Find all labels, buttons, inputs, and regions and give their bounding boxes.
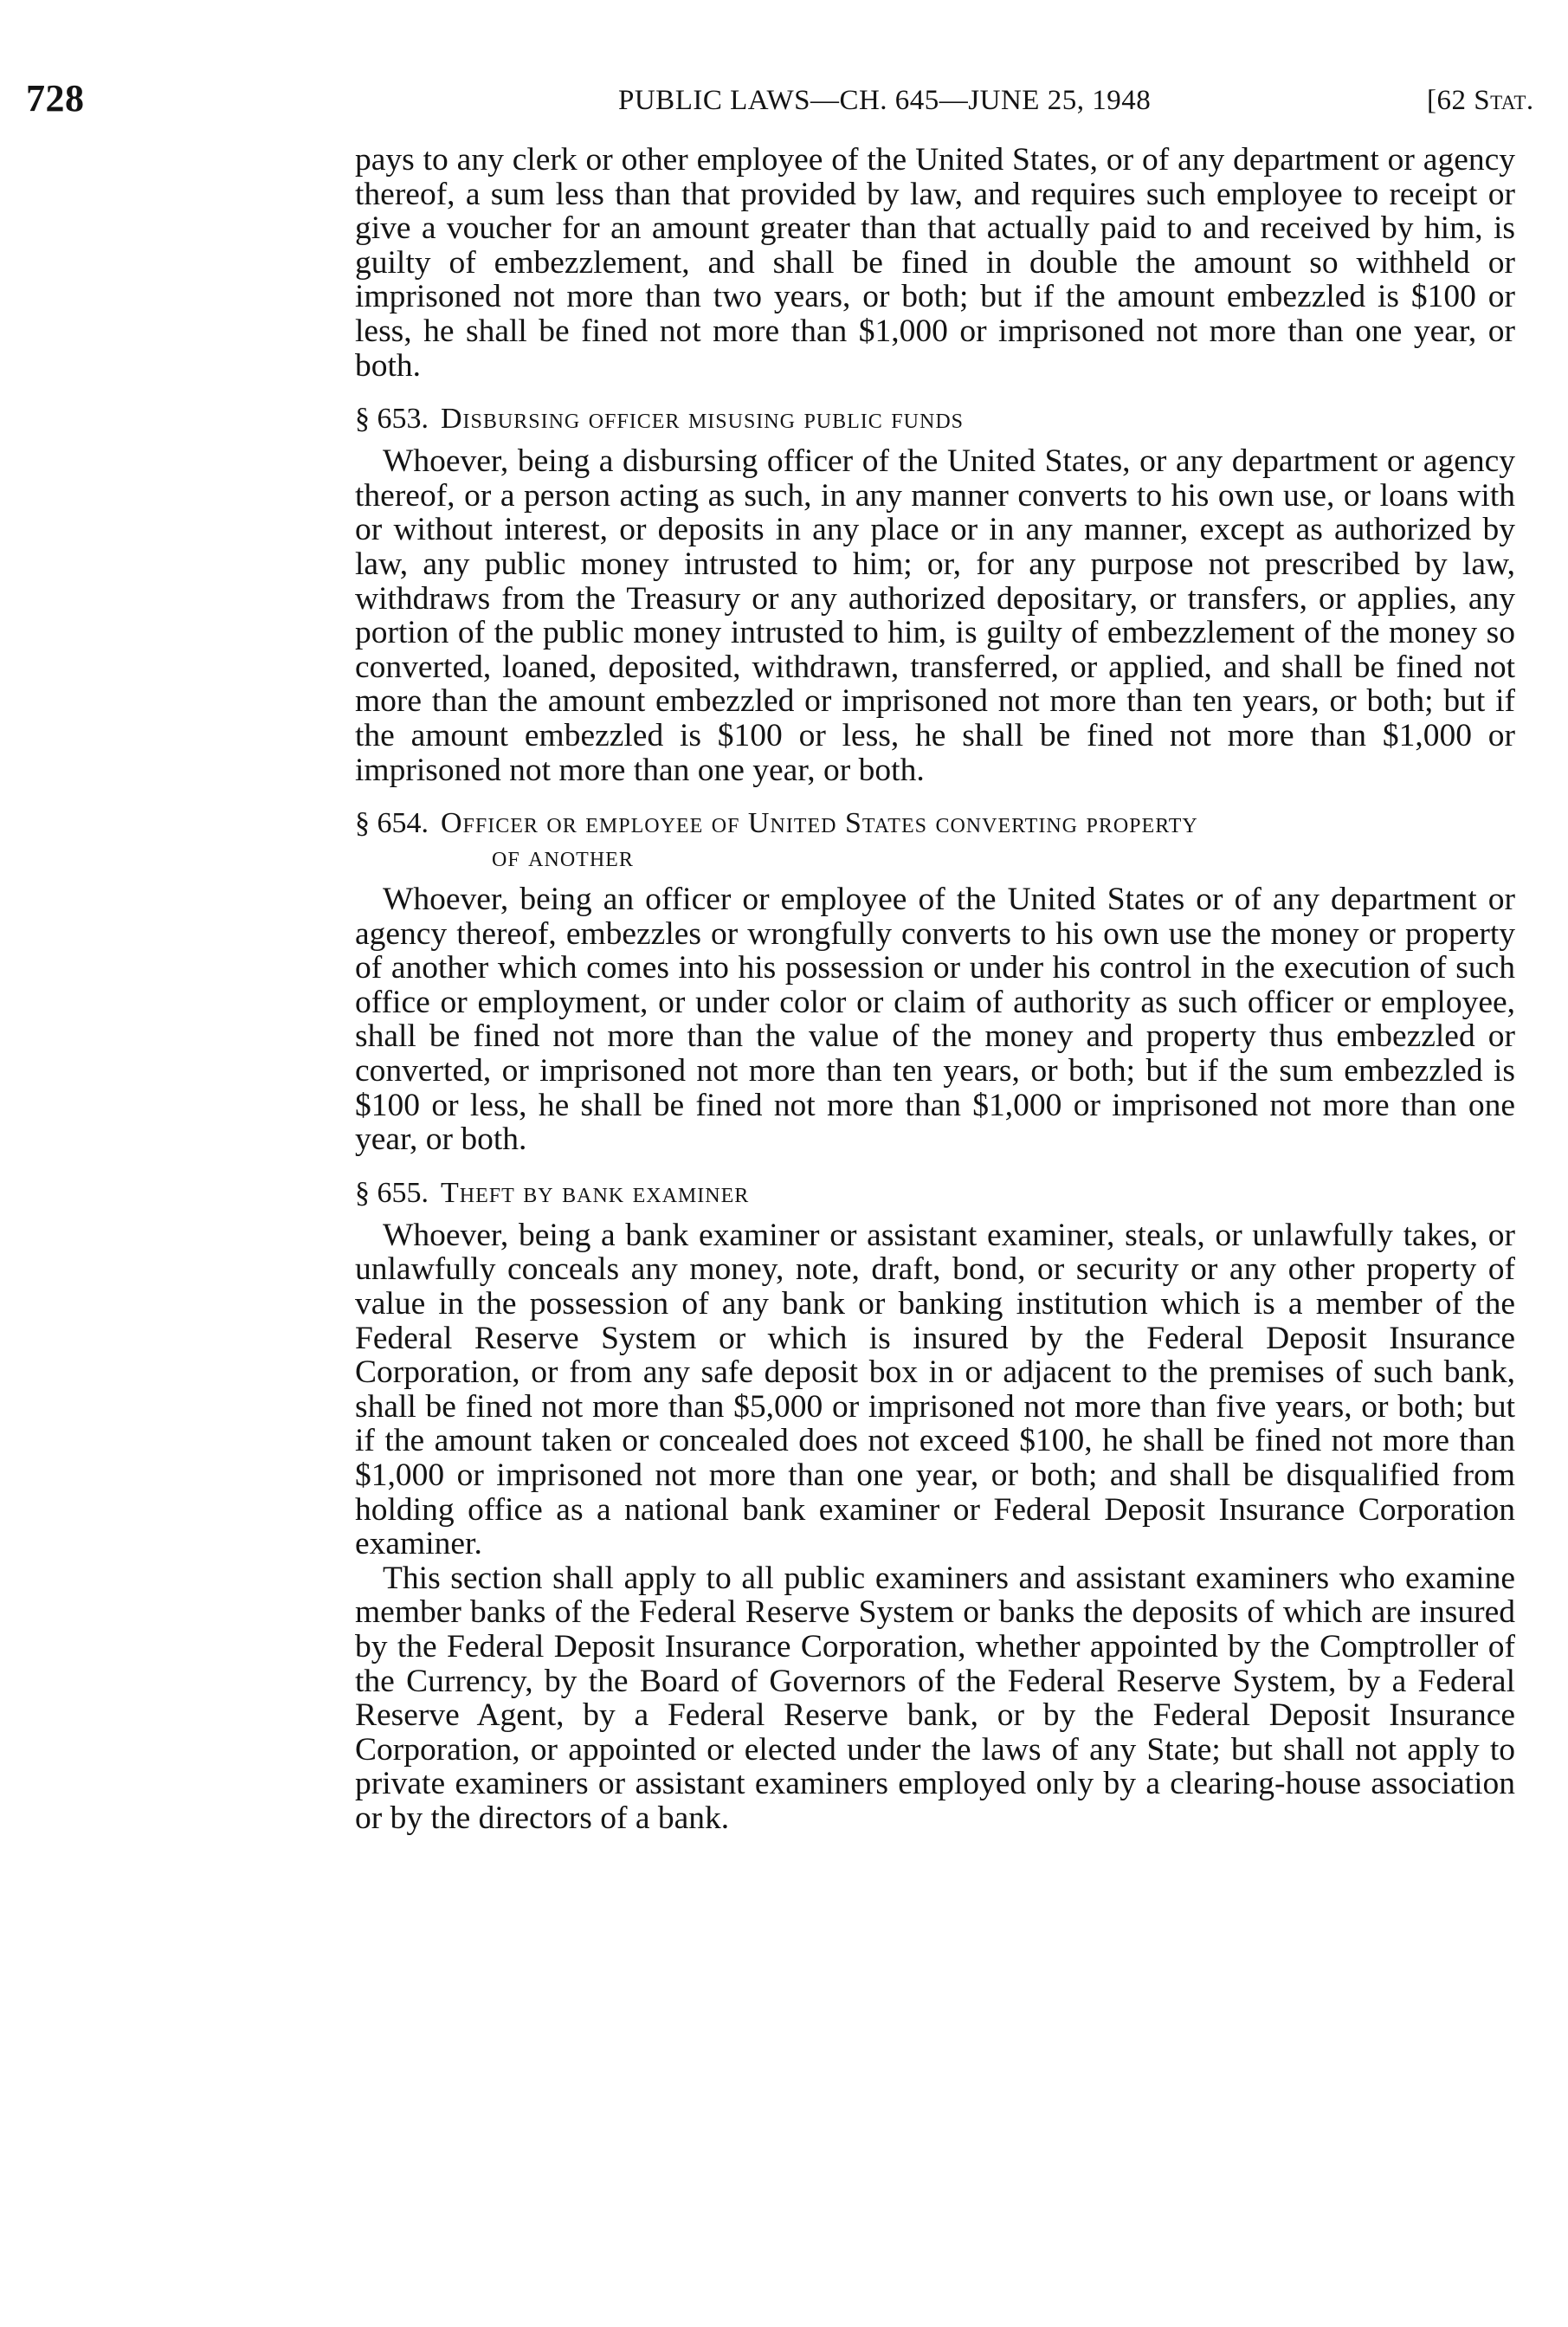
page-number: 728 [26, 77, 85, 120]
section-number: § 654. [355, 807, 429, 840]
section-heading [355, 1176, 1515, 1210]
section-653 [355, 402, 1515, 787]
section-paragraph: Whoever, being a bank examiner or assistant examiner, steals, or unlawfully takes, or unlawfully conceals any money, note, draft, bond, or security or any other property of value in the possession of any bank or banking institution which is a member of the Federal Reserve System or which is insured by the Federal Deposit Insurance Corporation, or from any safe deposit box in or adjacent to the premises of such bank, shall be fined not more than $5,000 or imprisoned not more than five years, or both; but if the amount taken or concealed does not exceed $100, he shall be fined not more than $1,000 or imprisoned not more than one year, or both; and shall be disqualified from holding office as a national bank examiner or Federal Deposit Insurance Corporation examiner. [355, 1217, 1515, 1562]
section-title: Officer or employee of United States converting property [441, 807, 1198, 840]
section-paragraph: Whoever, being an officer or employee of the United States or of any department or agency thereof, embezzles or wrongfully converts to his own use the money or property of another which comes into his possession or under his control in the execution of such office or employment, or under color or claim of authority as such officer or employee, shall be fined not more than the value of the money and property thus embezzled or converted, or imprisoned not more than ten years, or both; but if the sum embezzled is $100 or less, he shall be fined not more than $1,000 or imprisoned not more than one year, or both. [355, 882, 1515, 1158]
section-heading [355, 402, 1515, 436]
section-number: § 653. [355, 403, 429, 436]
section-heading [355, 806, 1515, 874]
body-text [355, 143, 1515, 1836]
opening-paragraph: pays to any clerk or other employee of the United States, or of any department or agency thereof, a sum less than that provided by law, and requires such employee to receipt or give a voucher for an amount greater than that actually paid to and received by him, is guilty of embezzlement, and shall be fined in double the amount so withheld or imprisoned not more than two years, or both; but if the amount embezzled is $100 or less, he shall be fined not more than $1,000 or imprisoned not more than one year, or both. [355, 142, 1515, 384]
section-655 [355, 1176, 1515, 1836]
running-head: PUBLIC LAWS—CH. 645—JUNE 25, 1948 [618, 85, 1152, 116]
page-header [0, 76, 1568, 128]
section-paragraph: Whoever, being a disbursing officer of the United States, or any department or agency thereof, or a person acting as such, in any manner converts to his own use, or loans with or without interest, or deposits in any place or in any manner, except as authorized by law, any public money intrusted to him; or, for any purpose not prescribed by law, withdraws from the Treasury or any authorized depositary, or transfers, or applies, any portion of the public money intrusted to him, is guilty of embezzlement of the money so converted, loaned, deposited, withdrawn, transferred, or applied, and shall be fined not more than the amount embezzled or imprisoned not more than ten years, or both; but if the amount embezzled is $100 or less, he shall be fined not more than $1,000 or imprisoned not more than one year, or both. [355, 443, 1515, 788]
section-654 [355, 806, 1515, 1157]
section-paragraph: This section shall apply to all public examiners and assistant examiners who examine member banks of the Federal Reserve System or banks the deposits of which are insured by the Federal Deposit Insurance Corporation, whether appointed by the Comptroller of the Currency, by the Board of Governors of the Federal Reserve System, by a Federal Reserve Agent, by a Federal Reserve bank, or by the Federal Deposit Insurance Corporation, or appointed or elected under the laws of any State; but shall not apply to private examiners or assistant examiners employed only by a clearing-house association or by the directors of a bank. [355, 1560, 1515, 1836]
section-title: Disbursing officer misusing public funds [441, 403, 964, 436]
section-title-continuation: of another [492, 841, 634, 874]
section-number: § 655. [355, 1176, 429, 1209]
section-title: Theft by bank examiner [441, 1176, 750, 1209]
statute-reference: [62 Stat. [1427, 85, 1534, 116]
